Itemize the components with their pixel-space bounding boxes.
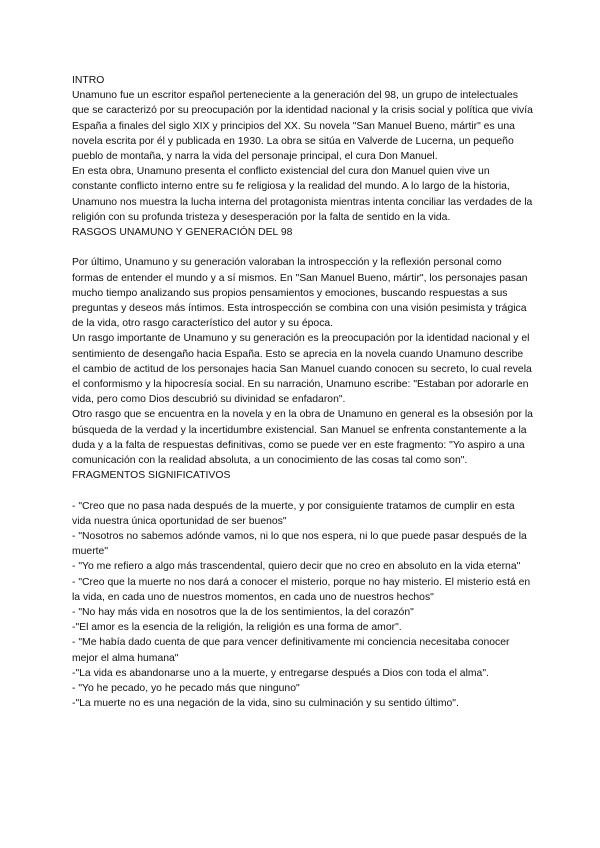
- fragment-item: -"La vida es abandonarse uno a la muerte, y entregarse después a Dios con toda el alma".: [72, 667, 489, 679]
- rasgos-paragraph: Un rasgo importante de Unamuno y su generación es la preocupación por la identidad nacional y el sentimiento de desengaño hacia España. Esto se aprecia en la novela cuando Unamuno describe el cambio de actitud de los personajes hacia San Manuel cuando conocen su secreto, lo cual revela el conformismo y la hipocresía social. En su narración, Unamuno escribe: "Estaban por adorarle en vida, pero como Dios descubrió su divinidad se enfadaron".: [72, 333, 532, 406]
- intro-paragraph: Unamuno fue un escritor español perteneciente a la generación del 98, un grupo de intelectuales que se caracterizó por su preocupación por la identidad nacional y la crisis social y política que vivía España a finales del siglo XIX y principios del XX. Su novela "San Manuel Bueno, mártir" es una novela escrita por él y publicada en 1930. La obra se sitúa en Valverde de Lucerna, un pequeño pueblo de montaña, y narra la vida del personaje principal, el cura Don Manuel.: [72, 90, 533, 163]
- fragment-item: - "No hay más vida en nosotros que la de los sentimientos, la del corazón": [72, 607, 414, 619]
- rasgos-heading: RASGOS UNAMUNO Y GENERACIÓN DEL 98: [72, 227, 293, 239]
- fragment-item: -"El amor es la esencia de la religión, la religión es una forma de amor".: [72, 622, 402, 634]
- fragment-list: [72, 499, 534, 712]
- fragmentos-heading: FRAGMENTOS SIGNIFICATIVOS: [72, 470, 231, 482]
- fragment-item: - "Creo que la muerte no nos dará a conocer el misterio, porque no hay misterio. El misterio está en la vida, en cada uno de nuestros momentos, en cada uno de nuestros hechos": [72, 576, 531, 603]
- spacer: [72, 483, 534, 498]
- fragment-item: -"La muerte no es una negación de la vida, sino su culminación y su sentido último".: [72, 698, 459, 710]
- fragment-item: - "Yo he pecado, yo he pecado más que ninguno": [72, 683, 300, 695]
- fragment-item: - "Creo que no pasa nada después de la muerte, y por consiguiente tratamos de cumplir en esta vida nuestra única oportunidad de ser buenos": [72, 500, 515, 527]
- rasgos-paragraph: Por último, Unamuno y su generación valoraban la introspección y la reflexión personal como formas de entender el mundo y a sí mismos. En "San Manuel Bueno, mártir", los personajes pasan mucho tiempo analizando sus propios pensamientos y emociones, buscando respuestas a sus preguntas y deseos más íntimos. Esta introspección se combina con una visión pesimista y trágica de la vida, otro rasgo característico del autor y su época.: [72, 257, 528, 330]
- fragment-item: - "Me había dado cuenta de que para vencer definitivamente mi conciencia necesitaba conocer mejor el alma humana": [72, 637, 510, 664]
- intro-paragraph: En esta obra, Unamuno presenta el conflicto existencial del cura don Manuel quien vive un constante conflicto interno entre su fe religiosa y la realidad del mundo. A lo largo de la historia, Unamuno nos muestra la lucha interna del protagonista mientras intenta conciliar las verdades de la religión con su profunda tristeza y desesperación por la falta de sentido en la vida.: [72, 166, 533, 223]
- rasgos-paragraph: Otro rasgo que se encuentra en la novela y en la obra de Unamuno en general es la obsesión por la búsqueda de la verdad y la incertidumbre existencial. San Manuel se enfrenta constantemente a la duda y a la falta de respuestas definitivas, como se puede ver en este fragmento: "Yo aspiro a una comunicación con la realidad absoluta, a un conocimiento de las cosas tal como son".: [72, 409, 533, 467]
- spacer: [72, 240, 534, 255]
- fragment-item: - "Nosotros no sabemos adónde vamos, ni lo que nos espera, ni lo que puede pasar después de la muerte": [72, 531, 527, 558]
- intro-heading: INTRO: [72, 75, 105, 86]
- document-body: [72, 73, 534, 712]
- fragment-item: - "Yo me refiero a algo más trascendental, quiero decir que no creo en absoluto en la vida eterna": [72, 561, 521, 573]
